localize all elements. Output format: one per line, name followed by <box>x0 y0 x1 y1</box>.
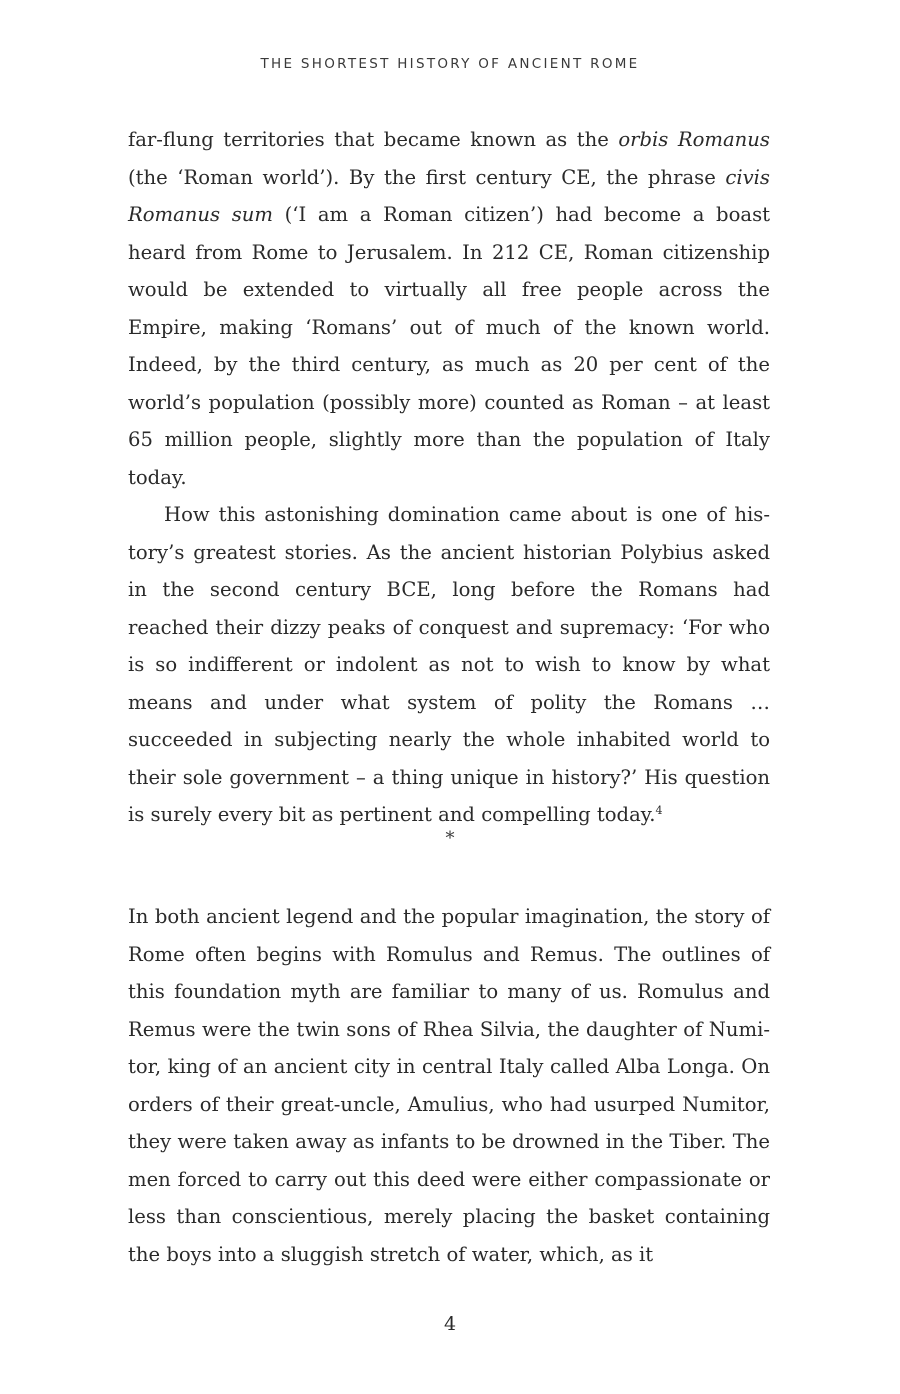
section-separator: * <box>445 828 455 849</box>
page-number: 4 <box>443 1313 457 1335</box>
footnote-reference: 4 <box>655 804 663 817</box>
text-block-bottom <box>128 898 770 1273</box>
paragraph-1-italic-orbis: orbis Romanus <box>618 128 770 151</box>
paragraph-1-text-b: (the ‘Roman world’). By the first century CE, the phrase <box>128 165 726 189</box>
paragraph-1-text-a: far-flung territories that became known as the <box>128 128 619 151</box>
paragraph-1-text-c: (‘I am a Roman citizen’) had become a boast heard from Rome to Jerusalem. In 212 CE, Roman citizenship would be extended to virtually all free people across the Empire, making ‘Romans’ out of much of the known world. Indeed, by the third century, as much as 20 per cent of the world’s population (possibly more) counted as Roman – at least 65 million people, slightly more than the population of Italy today. <box>128 203 771 489</box>
paragraph-3-text: In both ancient legend and the popular imagination, the story of Rome often begins with Romulus and Remus. The outlines of this foundation myth are familiar to many of us. Romulus and Remus were the twin sons of Rhea Silvia, the daughter of Numitor, king of an ancient city in central Italy called Alba Longa. On orders of their great-uncle, Amulius, who had usurped Numitor, they were taken away as infants to be drowned in the Tiber. The men forced to carry out this deed were either compassionate or less than conscientious, merely placing the basket containing the boys into a sluggish stretch of water, which, as it <box>128 905 770 1266</box>
paragraph-3 <box>128 898 770 1273</box>
text-block-top <box>128 121 770 834</box>
running-head: THE SHORTEST HISTORY OF ANCIENT ROME <box>260 56 640 72</box>
paragraph-2 <box>128 496 770 834</box>
paragraph-2-text: How this astonishing domination came about is one of history’s greatest stories. As the ancient historian Polybius asked in the second century BCE, long before the Romans had reached their dizzy peaks of conquest and supremacy: ‘For who is so indifferent or indolent as not to wish to know by what means and under what system of polity the Romans … succeeded in subjecting nearly the whole inhabited world to their sole government – a thing unique in history?’ His question is surely every bit as pertinent and compelling today. <box>128 503 770 826</box>
paragraph-1-italic-civis: civis Romanus sum <box>128 165 770 226</box>
paragraph-1 <box>128 121 770 496</box>
